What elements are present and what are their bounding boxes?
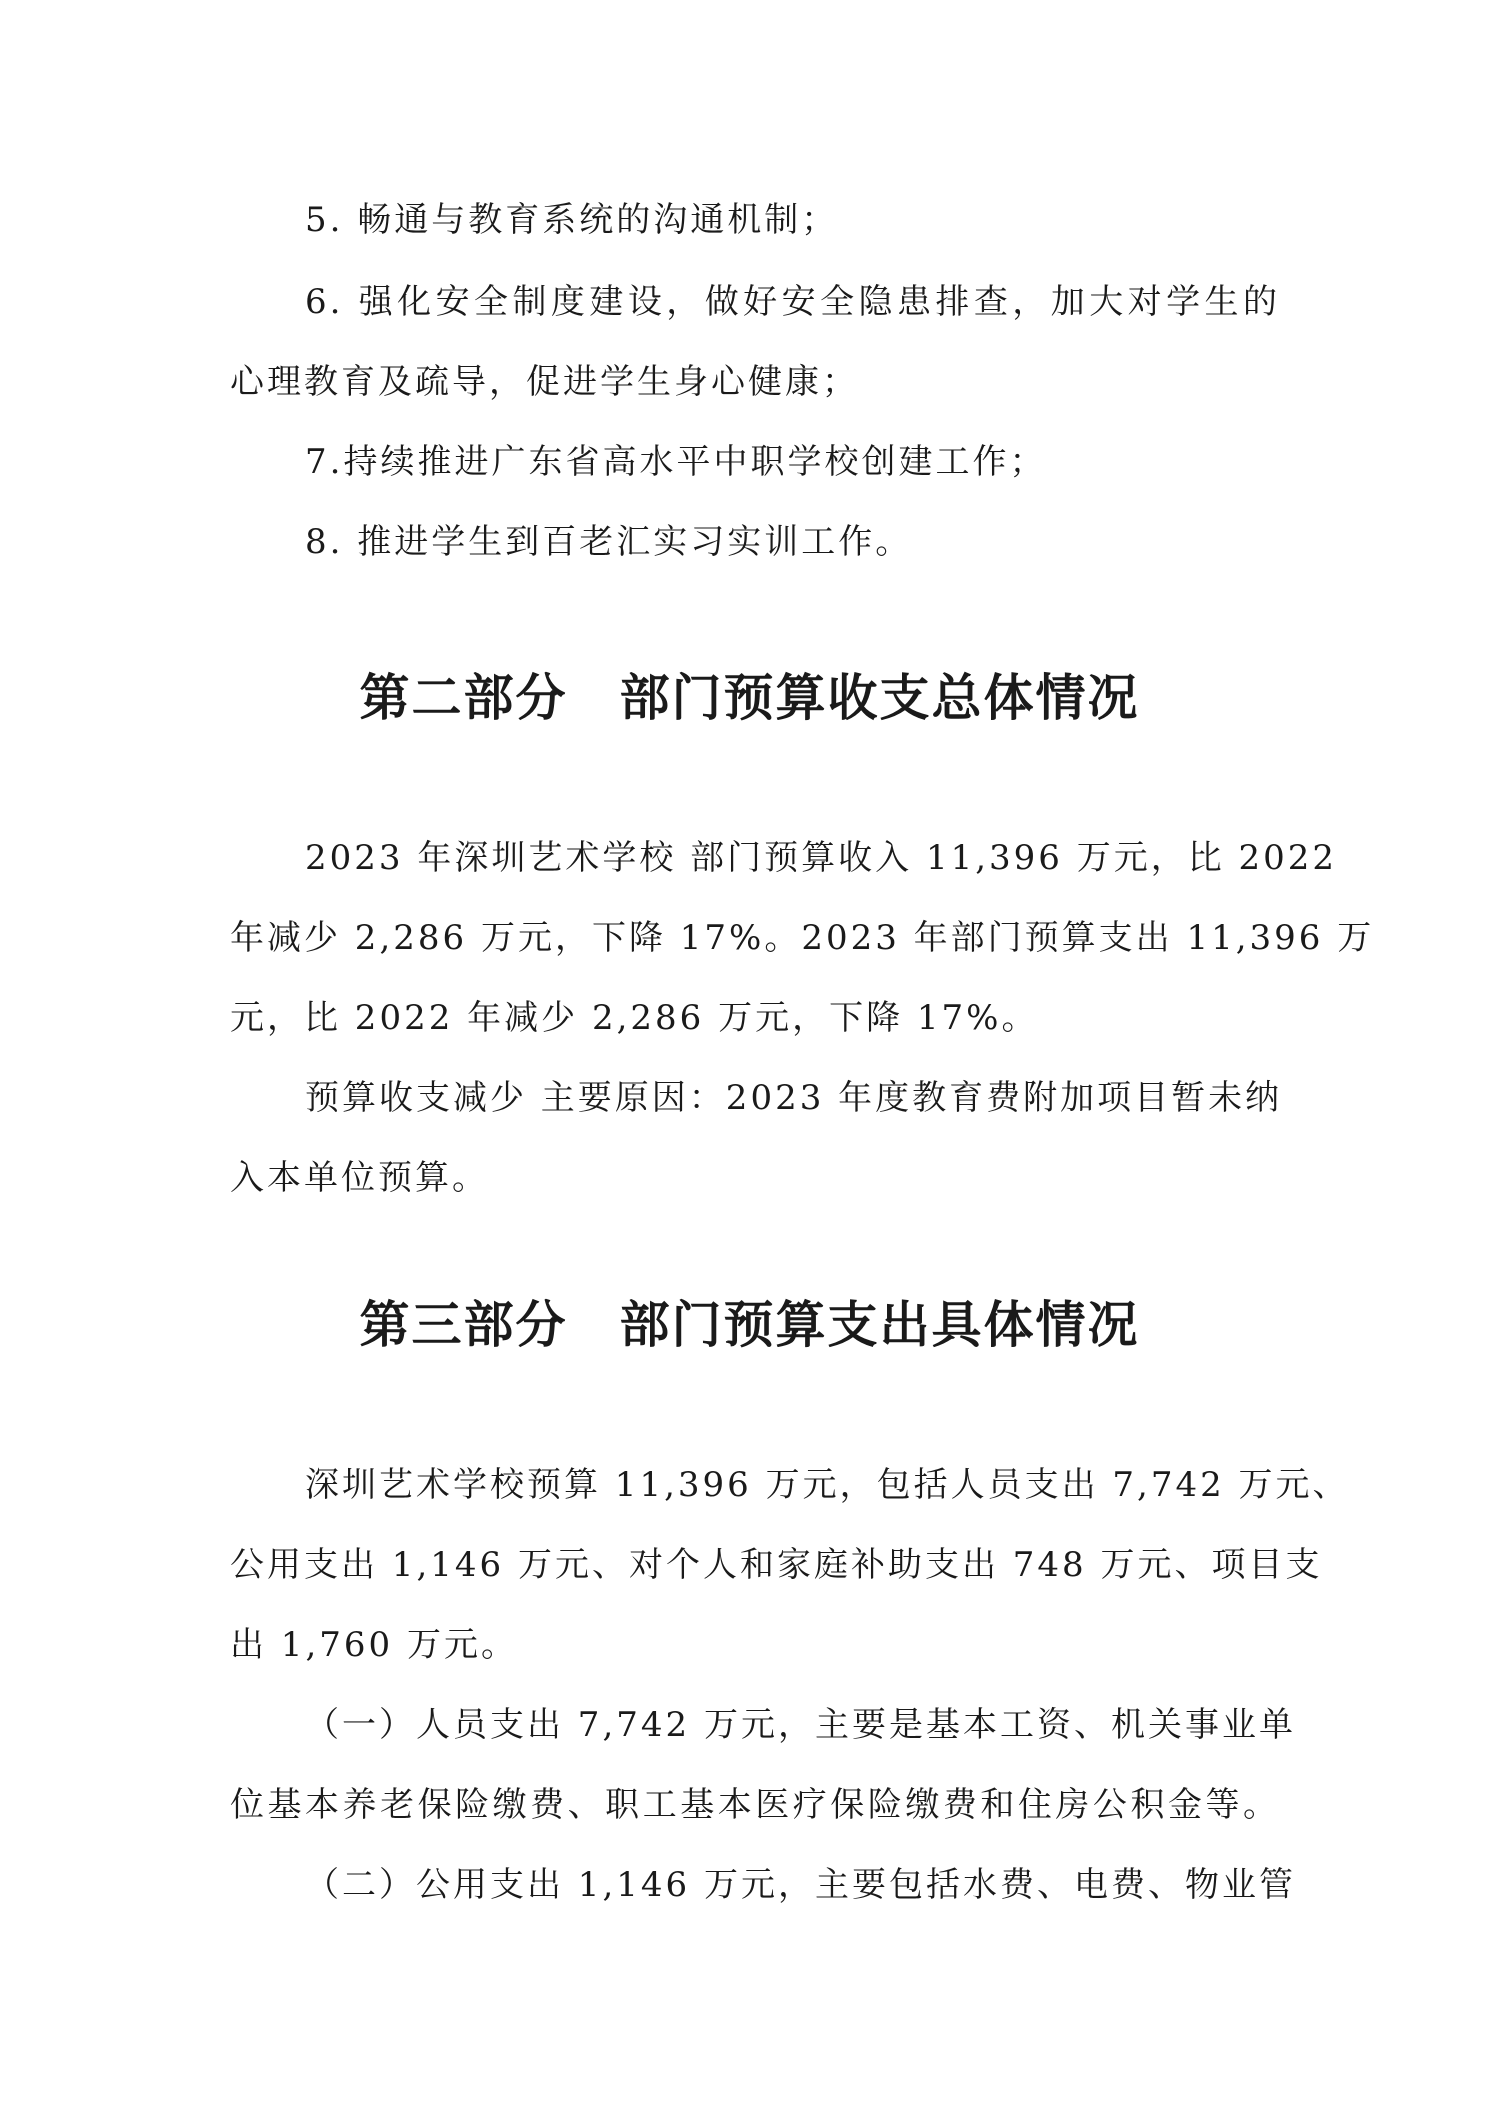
section-2-para-2-line-2: 入本单位预算。 <box>230 1158 489 1198</box>
list-item-7: 7.持续推进广东省高水平中职学校创建工作； <box>305 442 1047 482</box>
section-2-para-1-line-1: 2023 年深圳艺术学校 部门预算收入 11,396 万元，比 2022 <box>305 838 1338 878</box>
section-3-para-1-line-2: 公用支出 1,146 万元、对个人和家庭补助支出 748 万元、项目支 <box>230 1545 1323 1585</box>
list-item-5: 5. 畅通与教育系统的沟通机制； <box>305 200 839 240</box>
list-item-8: 8. 推进学生到百老汇实习实训工作。 <box>305 522 913 562</box>
section-2-para-1-line-3: 元，比 2022 年减少 2,286 万元，下降 17%。 <box>230 998 1039 1038</box>
section-3-para-2-line-1: （一）人员支出 7,742 万元，主要是基本工资、机关事业单 <box>305 1705 1296 1745</box>
section-3-para-1-line-1: 深圳艺术学校预算 11,396 万元，包括人员支出 7,742 万元、 <box>305 1465 1350 1505</box>
section-2-title: 第二部分 部门预算收支总体情况 <box>359 669 1140 727</box>
section-3-para-2-line-2: 位基本养老保险缴费、职工基本医疗保险缴费和住房公积金等。 <box>230 1785 1280 1825</box>
section-3-para-3-line-1: （二）公用支出 1,146 万元，主要包括水费、电费、物业管 <box>305 1865 1296 1905</box>
section-3-title: 第三部分 部门预算支出具体情况 <box>359 1296 1140 1354</box>
section-2-para-1-line-2: 年减少 2,286 万元，下降 17%。2023 年部门预算支出 11,396 万 <box>230 918 1375 958</box>
list-item-6-line-1: 6. 强化安全制度建设，做好安全隐患排查，加大对学生的 <box>305 282 1280 322</box>
list-item-6-line-2: 心理教育及疏导，促进学生身心健康； <box>230 362 859 402</box>
section-2-para-2-line-1: 预算收支减少 主要原因：2023 年度教育费附加项目暂未纳 <box>305 1078 1283 1118</box>
section-3-para-1-line-3: 出 1,760 万元。 <box>230 1625 518 1665</box>
